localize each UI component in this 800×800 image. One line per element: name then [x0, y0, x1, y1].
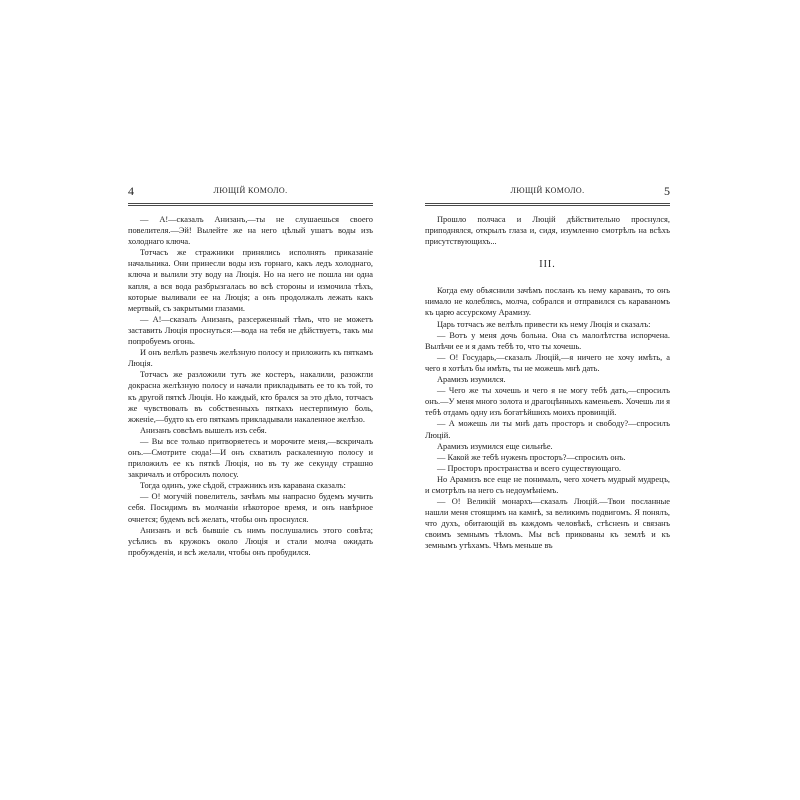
- paragraph: Когда ему объяснили зачѣмъ посланъ къ нему караванъ, то онъ нимало не колеблясь, молча, собрался и отправился съ караваномъ къ царю ассурскому Арамизу.: [425, 286, 670, 318]
- paragraph: Арамизъ изумился.: [437, 375, 506, 385]
- paragraph: Но Арамизъ все еще не понималъ, чего хочетъ мудрый мудрецъ, и смотрѣлъ на него съ недоумѣніемъ.: [425, 474, 670, 495]
- right-page: [425, 185, 670, 552]
- running-title: ЛЮЩІЙ КОМОЛО.: [213, 186, 288, 195]
- paragraph: Прошло полчаса и Люцій дѣйствительно проснулся, приподнялся, открылъ глаза и, сидя, изумленно смотрѣлъ на всѣхъ присутствующихъ...: [425, 215, 670, 247]
- paragraph: — А!—сказалъ Анизанъ,—ты не слушаешься своего повелителя.—Эй! Вылейте же на него цѣлый ушатъ воды изъ холоднаго ключа.: [128, 215, 373, 247]
- running-title: ЛЮЩІЙ КОМОЛО.: [510, 186, 585, 195]
- paragraph: Тотчасъ же разложили тутъ же костеръ, накалили, разожгли докрасна желѣзную полосу и начали прикладывать ее то къ той, то къ другой пяткѣ Люція. Но каждый, кто брался за это дѣло, тотчасъ же чувствовалъ въ собственныхъ пяткахъ нестерпимую боль, жженіе,—будто къ его пяткамъ прикладывали накаленное желѣзо.: [128, 370, 373, 424]
- paragraph: Тотчасъ же стражники принялись исполнять приказаніе начальника. Они принесли воды изъ горнаго, какъ ледъ холоднаго, ключа и вылили эту воду на Люція. Но на него не пошла ни одна капля, а вся вода разбрызгалась во всѣ стороны и измочила тѣхъ, которые выливали ее на Люція; а онъ продолжалъ лежать какъ мертвый, съ закрытыми глазами.: [128, 248, 373, 313]
- paragraph: — Просторъ пространства и всего существующаго.: [437, 463, 621, 473]
- chapter-heading: III.: [539, 259, 556, 271]
- paragraph: — Какой же тебѣ нуженъ просторъ?—спросилъ онъ.: [437, 452, 626, 462]
- paragraph: И онъ велѣлъ развечь желѣзную полосу и приложить къ пяткамъ Люція.: [128, 348, 373, 369]
- page-body: [425, 214, 670, 552]
- left-page: [128, 185, 373, 558]
- page-number: 5: [664, 184, 670, 198]
- header-rule: [425, 203, 670, 206]
- paragraph: Анизанъ и всѣ бывшіе съ нимъ послушались этого совѣта; усѣлись въ кружокъ около Люція и стали молча ожидать пробужденія, и всѣ желали, чтобы онъ пробудился.: [128, 525, 373, 557]
- paragraph: — А!—сказалъ Анизанъ, разсерженный тѣмъ, что не можетъ заставить Люція проснуться:—вода на тебя не дѣйствуетъ, такъ мы попробуемъ огонь.: [128, 314, 373, 347]
- page-body: [128, 214, 373, 558]
- paragraph: Арамизъ изумился еще сильнѣе.: [437, 441, 553, 451]
- paragraph: — О! могучій повелитель, зачѣмъ мы напрасно будемъ мучить себя. Посидимъ въ молчаніи нѣкоторое время, и онъ навѣрное очнется; будемъ всѣ желать, чтобы онъ проснулся.: [128, 492, 373, 524]
- paragraph: — О! Великій монархъ—сказалъ Люцій.—Твои посланные нашли меня стоящимъ на камнѣ, за великимъ подвигомъ. Я понялъ, что духъ, обитающій въ каждомъ человѣкѣ, стѣсненъ и связанъ своимъ земнымъ тѣломъ. Мы всѣ прикованы къ землѣ и къ земнымъ утѣхамъ. Чѣмъ меньше въ: [425, 497, 670, 551]
- paragraph: — О! Государь,—сказалъ Люцій,—я ничего не хочу имѣть, а чего я хотѣлъ бы имѣть, ты не можешь мнѣ дать.: [425, 352, 670, 373]
- paragraph: — А можешь ли ты мнѣ дать просторъ и свободу?—спросилъ Люцій.: [425, 419, 670, 440]
- header-rule: [128, 203, 373, 206]
- page-header: [128, 185, 373, 203]
- paragraph: — Вы все только притворяетесь и морочите меня,—вскричалъ онъ.—Смотрите сюда!—И онъ схватилъ раскаленную полосу и приложилъ ее къ пяткѣ Люція, но въ ту же секунду страшно закричалъ и отбросилъ полосу.: [128, 436, 373, 480]
- page-number: 4: [128, 184, 134, 198]
- paragraph: — Чего же ты хочешь и чего я не могу тебѣ дать,—спросилъ онъ.—У меня много золота и драгоцѣнныхъ каменьевъ. Хочешь ли я тебѣ отдамъ одну изъ богатѣйшихъ моихъ провинцій.: [425, 386, 670, 418]
- paragraph: — Вотъ у меня дочь больна. Она съ малолѣтства испорчена. Вылѣчи ее и я дамъ тебѣ то, что ты хочешь.: [425, 330, 670, 351]
- paragraph: Тогда одинъ, уже сѣдой, стражникъ изъ каравана сказалъ:: [140, 481, 346, 491]
- paragraph: Анизанъ совсѣмъ вышелъ изъ себя.: [140, 425, 267, 435]
- paragraph: Царь тотчасъ же велѣлъ привести къ нему Люція и сказалъ:: [437, 319, 651, 329]
- page-header: [425, 185, 670, 203]
